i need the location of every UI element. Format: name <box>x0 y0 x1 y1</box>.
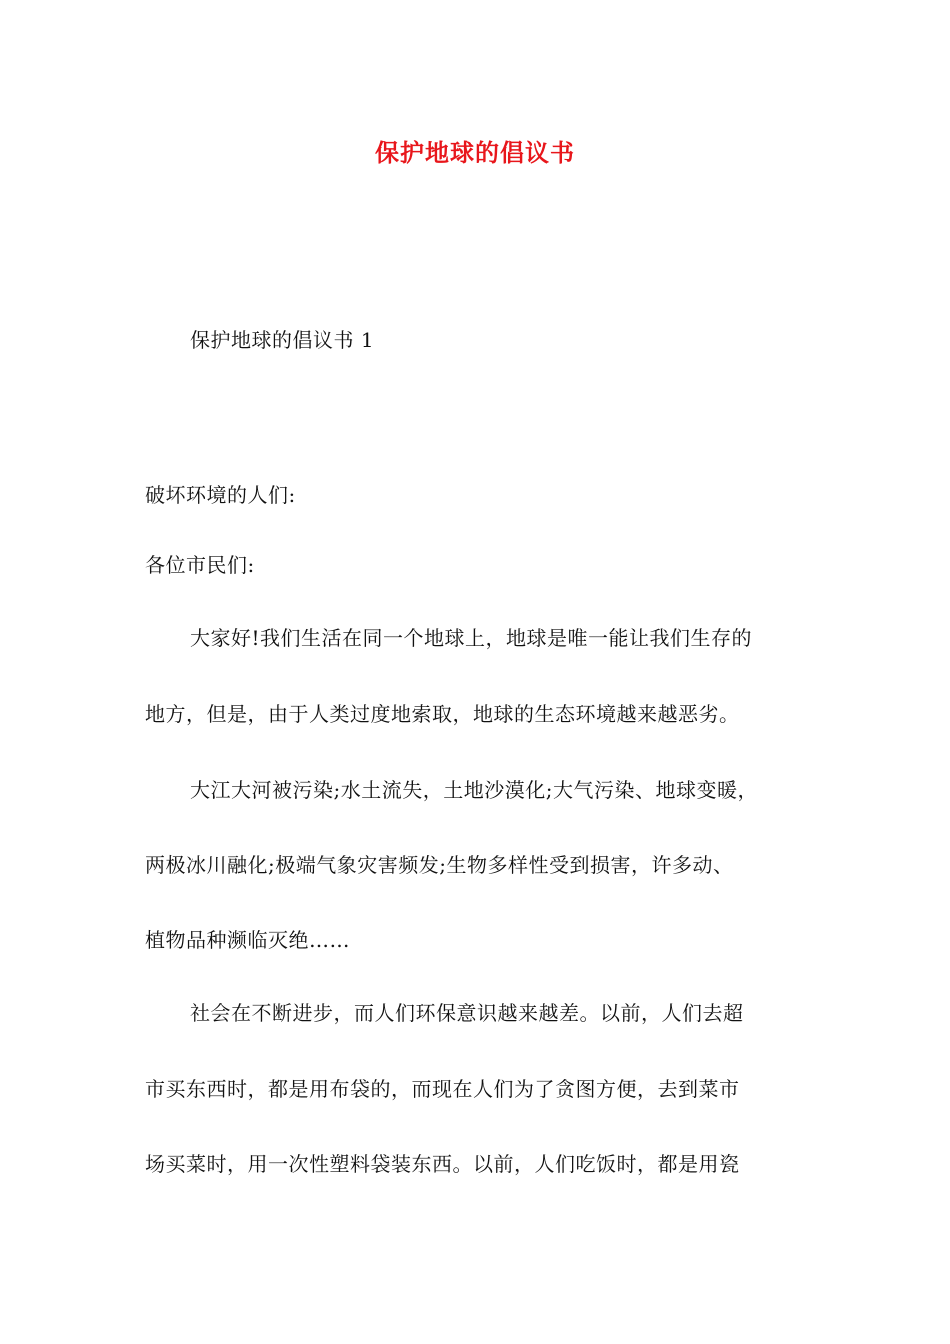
text-line: 社会在不断进步，而人们环保意识越来越差。以前，人们去超 <box>190 1001 744 1025</box>
text-line: 破坏环境的人们: <box>145 483 296 507</box>
text-line: 两极冰川融化;极端气象灾害频发;生物多样性受到损害，许多动、 <box>145 853 734 877</box>
text-line: 场买菜时，用一次性塑料袋装东西。以前，人们吃饭时，都是用瓷 <box>145 1152 740 1176</box>
document-title: 保护地球的倡议书 <box>375 138 575 167</box>
section-heading: 保护地球的倡议书 1 <box>190 328 375 352</box>
text-line: 大家好!我们生活在同一个地球上，地球是唯一能让我们生存的 <box>190 626 753 650</box>
text-line: 市买东西时，都是用布袋的，而现在人们为了贪图方便，去到菜市 <box>145 1077 740 1101</box>
text-line: 植物品种濒临灭绝…… <box>145 928 350 952</box>
text-line: 大江大河被污染;水土流失，土地沙漠化;大气污染、地球变暖， <box>190 778 758 802</box>
text-line: 地方，但是，由于人类过度地索取，地球的生态环境越来越恶劣。 <box>145 702 740 726</box>
text-line: 各位市民们: <box>145 553 255 577</box>
